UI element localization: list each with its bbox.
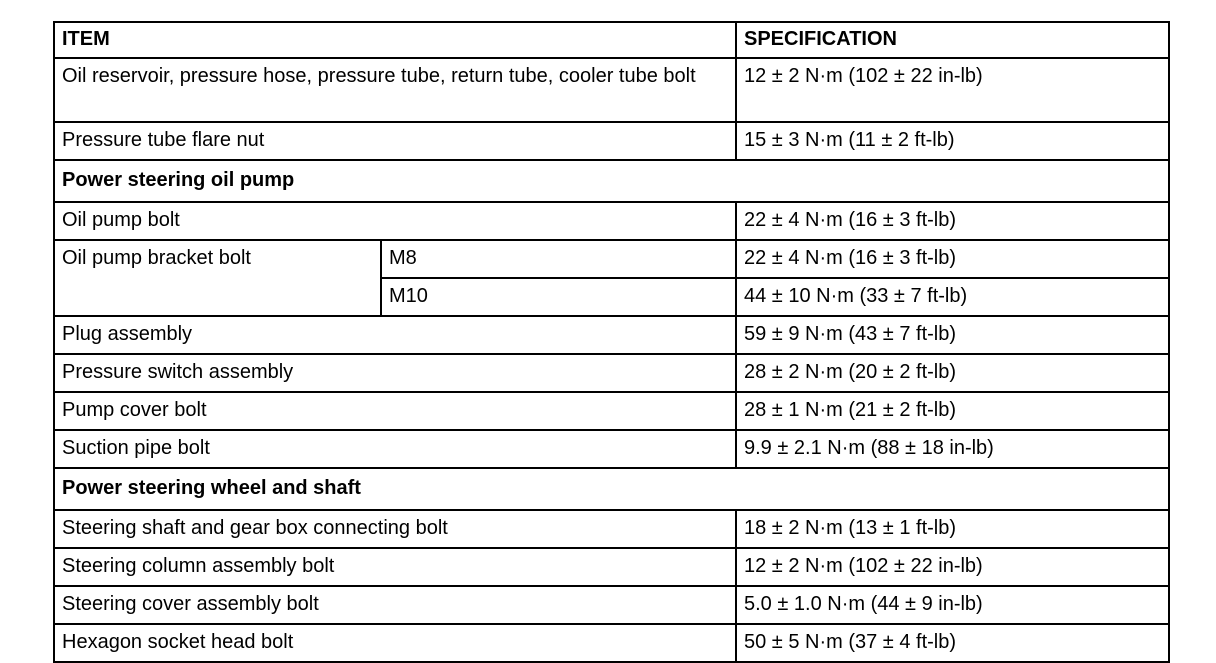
table-row <box>54 202 1169 240</box>
spec-cell: 5.0 ± 1.0 N·m (44 ± 9 in-lb) <box>736 586 1169 624</box>
table-row <box>54 392 1169 430</box>
item-cell: Oil pump bracket bolt <box>54 240 381 316</box>
spec-cell: 59 ± 9 N·m (43 ± 7 ft-lb) <box>736 316 1169 354</box>
spec-cell: 44 ± 10 N·m (33 ± 7 ft-lb) <box>736 278 1169 316</box>
item-cell: Steering cover assembly bolt <box>54 586 736 624</box>
spec-cell: 12 ± 2 N·m (102 ± 22 in-lb) <box>736 58 1169 122</box>
item-cell: Hexagon socket head bolt <box>54 624 736 662</box>
table-row <box>54 548 1169 586</box>
table-header-row <box>54 22 1169 58</box>
table-row <box>54 240 1169 278</box>
item-cell: Suction pipe bolt <box>54 430 736 468</box>
spec-cell: 22 ± 4 N·m (16 ± 3 ft-lb) <box>736 202 1169 240</box>
section-title-wheel: Power steering wheel and shaft <box>54 468 1169 510</box>
item-cell: Pump cover bolt <box>54 392 736 430</box>
table-row <box>54 586 1169 624</box>
table-row <box>54 354 1169 392</box>
spec-cell: 28 ± 2 N·m (20 ± 2 ft-lb) <box>736 354 1169 392</box>
spec-cell: 22 ± 4 N·m (16 ± 3 ft-lb) <box>736 240 1169 278</box>
item-cell: Steering column assembly bolt <box>54 548 736 586</box>
spec-cell: 28 ± 1 N·m (21 ± 2 ft-lb) <box>736 392 1169 430</box>
table-row <box>54 316 1169 354</box>
section-title-pump: Power steering oil pump <box>54 160 1169 202</box>
item-cell: Oil pump bolt <box>54 202 736 240</box>
spec-cell: 50 ± 5 N·m (37 ± 4 ft-lb) <box>736 624 1169 662</box>
size-cell-m10: M10 <box>381 278 736 316</box>
spec-cell: 18 ± 2 N·m (13 ± 1 ft-lb) <box>736 510 1169 548</box>
item-cell: Oil reservoir, pressure hose, pressure tube, return tube, cooler tube bolt <box>54 58 736 122</box>
section-row <box>54 468 1169 510</box>
header-specification: SPECIFICATION <box>736 22 1169 58</box>
header-item: ITEM <box>54 22 736 58</box>
spec-cell: 15 ± 3 N·m (11 ± 2 ft-lb) <box>736 122 1169 160</box>
table-row <box>54 624 1169 662</box>
spec-cell: 9.9 ± 2.1 N·m (88 ± 18 in-lb) <box>736 430 1169 468</box>
table-row <box>54 58 1169 122</box>
item-cell: Plug assembly <box>54 316 736 354</box>
item-cell: Steering shaft and gear box connecting bolt <box>54 510 736 548</box>
table-row <box>54 122 1169 160</box>
size-cell-m8: M8 <box>381 240 736 278</box>
torque-spec-table <box>53 21 1170 663</box>
table-row <box>54 510 1169 548</box>
section-row <box>54 160 1169 202</box>
item-cell: Pressure tube flare nut <box>54 122 736 160</box>
spec-cell: 12 ± 2 N·m (102 ± 22 in-lb) <box>736 548 1169 586</box>
item-cell: Pressure switch assembly <box>54 354 736 392</box>
table-row <box>54 430 1169 468</box>
